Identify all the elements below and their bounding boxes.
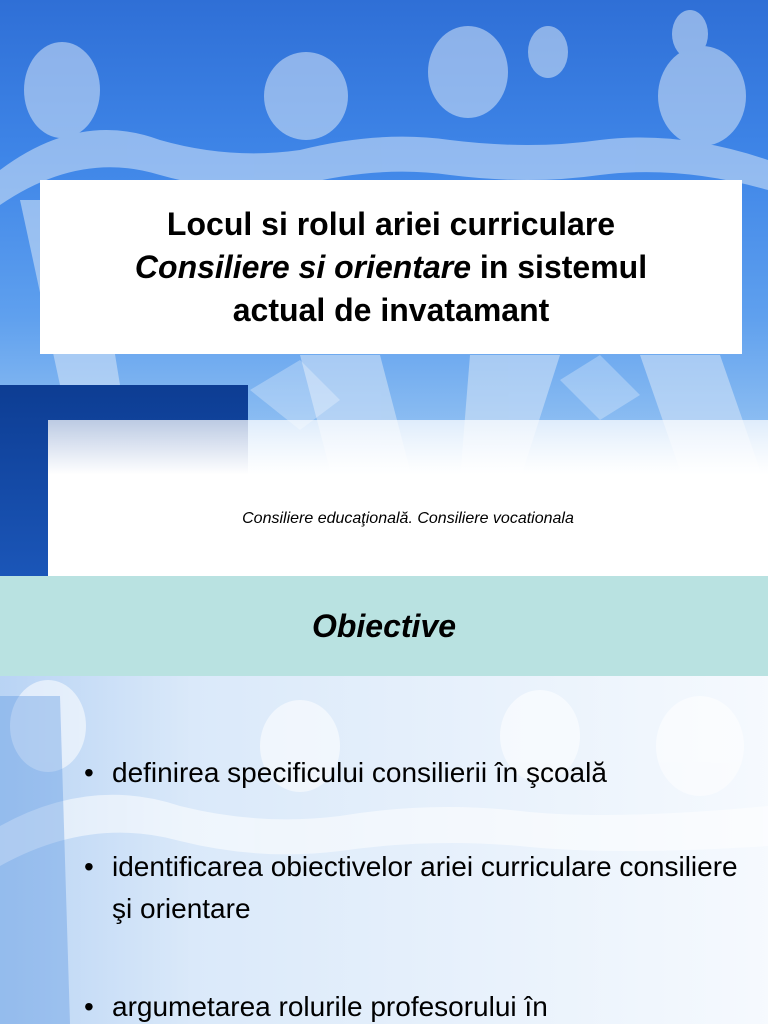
title-italic-phrase: Consiliere si orientare <box>134 248 472 285</box>
objectives-list <box>0 576 768 1024</box>
list-item <box>84 846 744 930</box>
subtitle-panel <box>48 420 768 576</box>
slide-heading: Obiective <box>311 607 457 644</box>
slide-objectives <box>0 576 768 1024</box>
bullet-icon: • <box>84 991 94 1022</box>
title-line-1: Locul si rolul ariei curriculare <box>166 205 616 242</box>
list-item-text: argumetarea rolurile profesorului în <box>112 991 548 1022</box>
list-item <box>84 752 744 794</box>
slide-subtitle: Consiliere educaţională. Consiliere vocationala <box>242 510 574 527</box>
list-item-text: definirea specificului consilierii în şcoală <box>112 757 607 788</box>
title-line-2 <box>135 246 647 289</box>
title-line-2-rest: in sistemul <box>471 248 648 285</box>
list-item-text: identificarea obiectivelor ariei curriculare consiliere şi orientare <box>112 851 738 924</box>
bullet-icon: • <box>84 851 94 882</box>
bullet-icon: • <box>84 757 94 788</box>
title-line-3: actual de invatamant <box>232 291 550 328</box>
title-box <box>40 180 742 354</box>
list-item <box>84 986 744 1024</box>
